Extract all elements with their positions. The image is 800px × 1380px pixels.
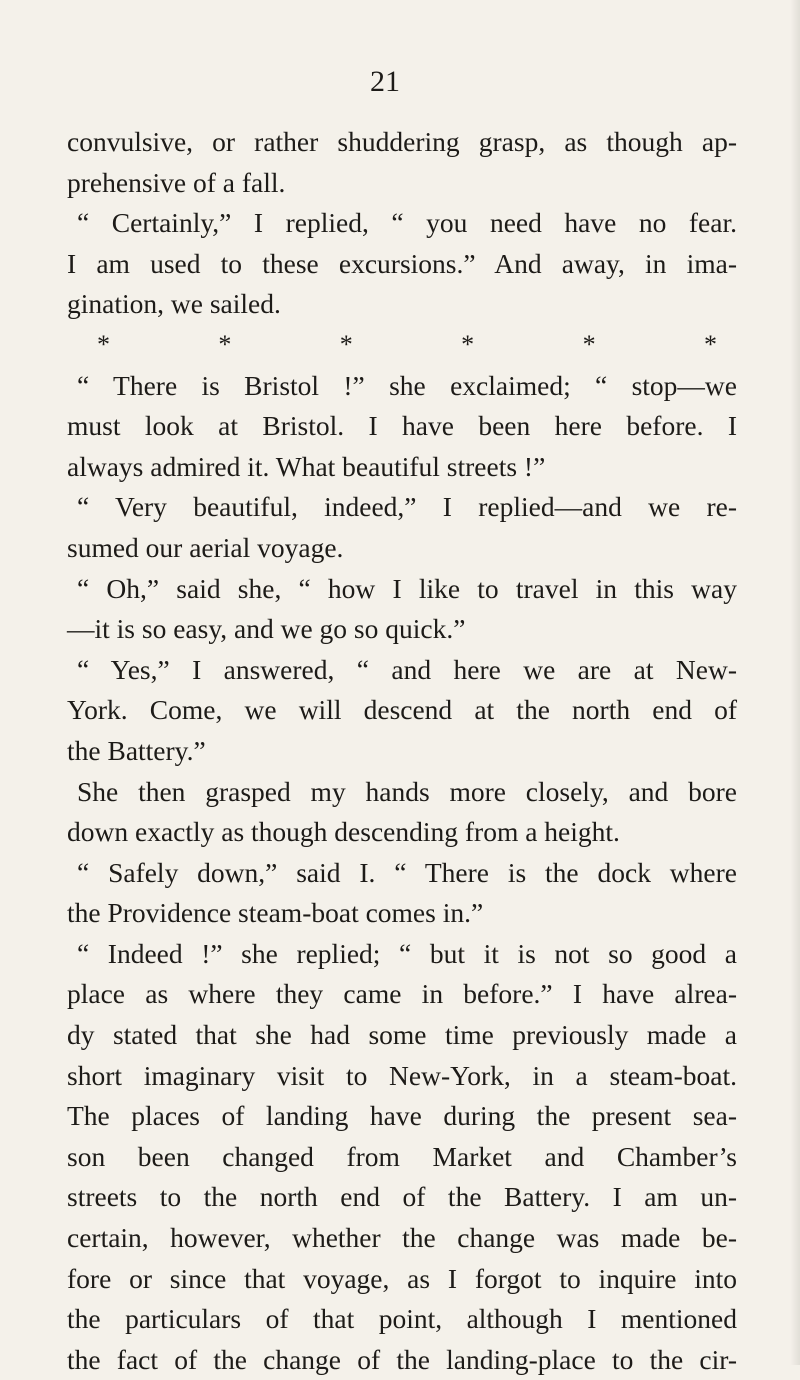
text-line: gination, we sailed. (67, 288, 281, 320)
text-line: “ Indeed !” she replied; “ but it is not so good a (77, 937, 737, 969)
asterisk: * (339, 329, 353, 359)
asterisk: * (218, 329, 232, 359)
text-lines-lower (67, 366, 737, 1380)
text-line: —it is so easy, and we go so quick.” (67, 613, 466, 645)
text-line: down exactly as though descending from a height. (67, 816, 620, 848)
text-line: streets to the north end of the Battery. I am un- (67, 1181, 737, 1213)
text-line: prehensive of a fall. (67, 166, 286, 198)
text-line: dy stated that she had some time previously made a (67, 1019, 737, 1051)
asterisk: * (461, 329, 475, 359)
text-line: always admired it. What beautiful streets !” (67, 450, 546, 482)
text-line: son been changed from Market and Chamber’s (67, 1140, 737, 1172)
binding-edge (790, 0, 800, 1365)
text-line: York. Come, we will descend at the north end of (67, 694, 737, 726)
text-line: the particulars of that point, although I mentioned (67, 1303, 737, 1335)
text-line: I am used to these excursions.” And away, in ima- (67, 247, 737, 279)
text-line: “ There is Bristol !” she exclaimed; “ stop—we (77, 369, 737, 401)
text-line: The places of landing have during the present sea- (67, 1100, 737, 1132)
text-line: must look at Bristol. I have been here before. I (67, 410, 737, 442)
text-line: certain, however, whether the change was made be- (67, 1222, 737, 1254)
text-line: “ Oh,” said she, “ how I like to travel in this way (77, 572, 737, 604)
section-separator (97, 325, 717, 366)
asterisk: * (703, 329, 717, 359)
asterisk: * (97, 329, 110, 359)
text-line: short imaginary visit to New-York, in a steam-boat. (67, 1059, 737, 1091)
text-line: She then grasped my hands more closely, and bore (77, 775, 737, 807)
text-line: fore or since that voyage, as I forgot to inquire into (67, 1262, 737, 1294)
text-line: the Battery.” (67, 734, 206, 766)
asterisk: * (582, 329, 596, 359)
page-number: 21 (370, 65, 400, 98)
text-line: place as where they came in before.” I have alrea- (67, 978, 737, 1010)
text-lines-upper (67, 122, 737, 325)
text-line: convulsive, or rather shuddering grasp, as though ap- (67, 126, 737, 157)
text-line: the fact of the change of the landing-place to the cir- (67, 1343, 737, 1375)
body-text (67, 122, 737, 1380)
text-line: “ Yes,” I answered, “ and here we are at New- (77, 653, 737, 685)
text-line: sumed our aerial voyage. (67, 531, 344, 563)
text-line: “ Very beautiful, indeed,” I replied—and we re- (77, 491, 737, 523)
text-line: “ Certainly,” I replied, “ you need have no fear. (77, 207, 737, 239)
text-line: “ Safely down,” said I. “ There is the dock where (77, 856, 737, 888)
text-line: the Providence steam-boat comes in.” (67, 897, 484, 929)
